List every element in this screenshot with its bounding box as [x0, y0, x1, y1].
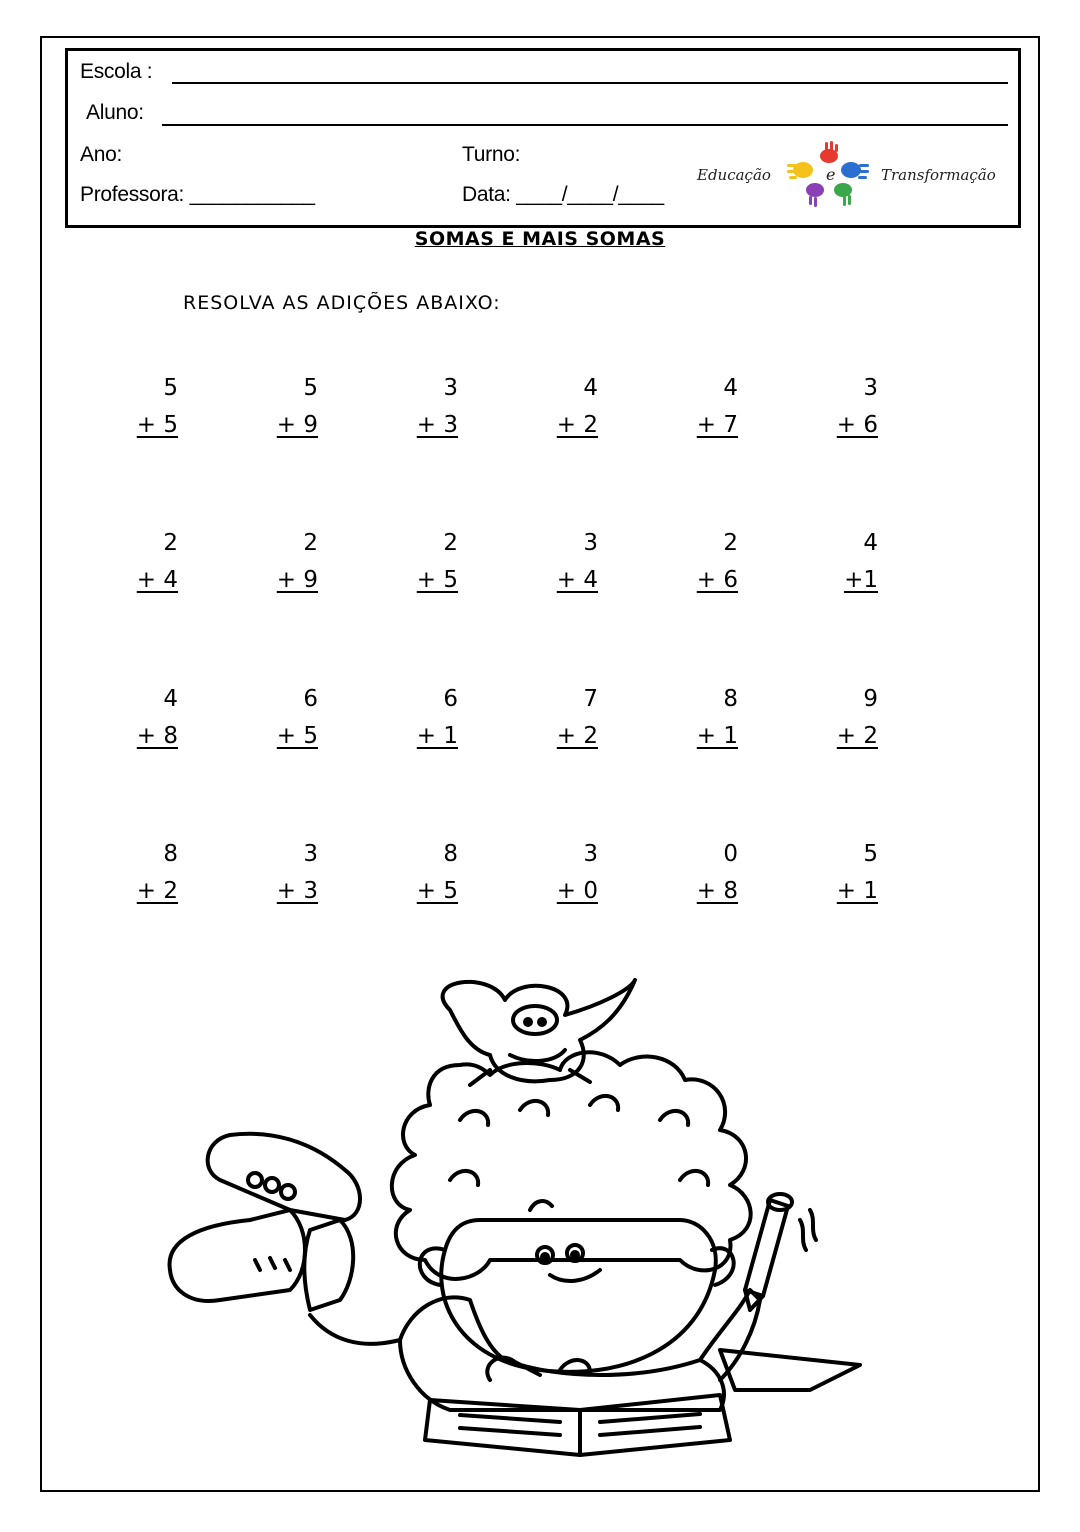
page-title: SOMAS E MAIS SOMAS — [414, 228, 666, 250]
addition-problem — [238, 681, 318, 755]
addition-problem — [378, 681, 458, 755]
addend-top: 2 — [723, 530, 738, 556]
addend-top: 4 — [583, 375, 598, 401]
addition-problem — [798, 370, 878, 444]
addend-bottom: + 5 — [416, 878, 458, 904]
addition-problem — [658, 525, 738, 599]
addition-problem — [658, 370, 738, 444]
addition-problem — [238, 370, 318, 444]
logo-left-word: Educação — [697, 166, 771, 184]
addition-problem — [98, 370, 178, 444]
addition-problem — [238, 836, 318, 910]
addend-bottom: + 0 — [556, 878, 598, 904]
addend-bottom: + 2 — [556, 723, 598, 749]
addition-problem — [798, 525, 878, 599]
addend-bottom: + 3 — [416, 412, 458, 438]
book-icon — [425, 1395, 730, 1455]
year-label: Ano: — [80, 143, 122, 166]
addition-problem — [378, 836, 458, 910]
addend-bottom: + 8 — [136, 723, 178, 749]
addend-top: 8 — [443, 841, 458, 867]
addition-problem — [518, 525, 598, 599]
addend-top: 2 — [443, 530, 458, 556]
date-label: Data: ____/____/____ — [462, 183, 664, 206]
addition-problem — [518, 370, 598, 444]
addend-top: 9 — [863, 686, 878, 712]
addend-bottom: + 5 — [416, 567, 458, 593]
addition-problem — [518, 681, 598, 755]
addend-top: 0 — [723, 841, 738, 867]
addend-top: 5 — [163, 375, 178, 401]
addend-top: 3 — [583, 841, 598, 867]
frog-icon — [443, 980, 635, 1085]
addend-bottom: + 9 — [276, 412, 318, 438]
logo-middle-letter: e — [826, 165, 836, 184]
addend-bottom: + 6 — [696, 567, 738, 593]
addend-bottom: + 2 — [136, 878, 178, 904]
addition-problem — [98, 681, 178, 755]
addend-bottom: + 7 — [696, 412, 738, 438]
teacher-label: Professora: ___________ — [80, 183, 315, 206]
addend-bottom: + 2 — [556, 412, 598, 438]
addition-problem — [658, 836, 738, 910]
addend-bottom: + 2 — [836, 723, 878, 749]
addition-problem — [798, 836, 878, 910]
instruction: RESOLVA AS ADIÇÕES ABAIXO: — [183, 292, 501, 314]
addend-top: 6 — [303, 686, 318, 712]
addend-top: 5 — [303, 375, 318, 401]
addition-problem — [98, 525, 178, 599]
addend-top: 3 — [443, 375, 458, 401]
face — [441, 1220, 716, 1372]
addend-bottom: + 9 — [276, 567, 318, 593]
addend-bottom: + 1 — [696, 723, 738, 749]
addend-top: 5 — [863, 841, 878, 867]
addend-bottom: + 5 — [136, 412, 178, 438]
student-label: Aluno: — [86, 101, 144, 124]
addend-bottom: +1 — [844, 567, 878, 593]
addition-problem — [658, 681, 738, 755]
addition-problem — [518, 836, 598, 910]
addend-bottom: + 8 — [696, 878, 738, 904]
addend-top: 2 — [163, 530, 178, 556]
addend-top: 4 — [723, 375, 738, 401]
addition-problem — [98, 836, 178, 910]
addend-top: 8 — [723, 686, 738, 712]
addend-top: 3 — [583, 530, 598, 556]
addend-top: 7 — [583, 686, 598, 712]
addend-bottom: + 1 — [416, 723, 458, 749]
logo-right-word: Transformação — [881, 166, 996, 184]
shoe-icon — [170, 1134, 360, 1301]
addend-bottom: + 3 — [276, 878, 318, 904]
shift-label: Turno: — [462, 143, 521, 166]
addend-top: 2 — [303, 530, 318, 556]
addend-top: 4 — [863, 530, 878, 556]
addend-bottom: + 1 — [836, 878, 878, 904]
addend-bottom: + 5 — [276, 723, 318, 749]
addend-bottom: + 6 — [836, 412, 878, 438]
addition-problem — [378, 525, 458, 599]
addend-bottom: + 4 — [556, 567, 598, 593]
addend-top: 6 — [443, 686, 458, 712]
addend-top: 3 — [863, 375, 878, 401]
leg — [304, 1220, 353, 1310]
addend-bottom: + 4 — [136, 567, 178, 593]
addend-top: 4 — [163, 686, 178, 712]
addition-problem — [378, 370, 458, 444]
boy-reading-illustration — [160, 970, 880, 1470]
addition-problem — [798, 681, 878, 755]
school-label: Escola : — [80, 60, 153, 83]
addend-top: 3 — [303, 841, 318, 867]
addition-problem — [238, 525, 318, 599]
addend-top: 8 — [163, 841, 178, 867]
pencil-icon — [745, 1194, 816, 1310]
